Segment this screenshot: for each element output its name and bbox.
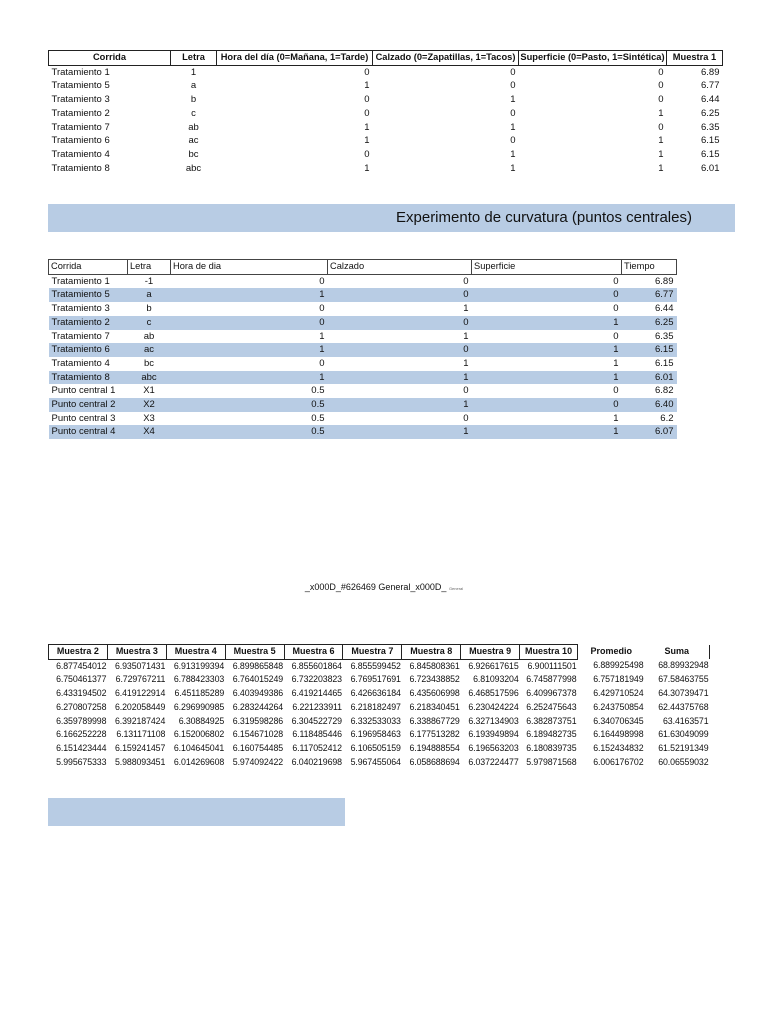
- table-row: [49, 756, 710, 770]
- column-header: Letra: [171, 51, 217, 66]
- table-cell: 6.131171108: [116, 729, 166, 740]
- table-cell: 6.15: [701, 135, 720, 147]
- table-cell: 6.889925498: [593, 660, 644, 671]
- table-cell: 6.15: [701, 148, 720, 160]
- table-cell: 60.06559032: [658, 756, 709, 767]
- table-cell: 1: [328, 398, 472, 412]
- table-cell: 6.104645041: [173, 742, 225, 753]
- table-cell: c: [128, 316, 171, 330]
- table-cell: 6.89: [622, 274, 677, 288]
- table-cell: -1: [128, 274, 171, 288]
- table-cell: 6.845808361: [409, 660, 460, 671]
- table-row: [49, 398, 677, 412]
- table-cell: 0: [472, 330, 622, 344]
- table-cell: 6.202058449: [115, 701, 166, 712]
- treatments-table: [48, 50, 723, 175]
- table-cell: 6.159241457: [115, 742, 166, 753]
- column-header: Muestra 2: [49, 645, 108, 660]
- footer-label-small: General: [448, 586, 464, 591]
- table-cell: 1: [328, 425, 472, 439]
- table-cell: 6.382873751: [526, 715, 577, 726]
- table-cell: 6.118485446: [292, 729, 342, 740]
- table-cell: 62.44375768: [658, 701, 709, 712]
- table-cell: 0: [510, 66, 516, 78]
- table-cell: 6.164498998: [593, 729, 644, 740]
- table-cell: 1: [510, 148, 516, 160]
- table-cell: X1: [128, 384, 171, 398]
- table-cell: 6.270807258: [56, 701, 107, 712]
- table-body: [49, 274, 677, 439]
- table-cell: ab: [188, 121, 199, 133]
- table-cell: 1: [472, 357, 622, 371]
- table-cell: Punto central 2: [49, 398, 128, 412]
- table-cell: 6.15: [622, 357, 677, 371]
- column-header: Muestra 10: [520, 645, 578, 660]
- table-cell: 6.25: [701, 107, 720, 119]
- table-cell: 67.58463755: [658, 674, 709, 685]
- table-cell: 6.218340451: [409, 701, 460, 712]
- table-cell: 1: [364, 162, 370, 174]
- table-body: [49, 659, 710, 769]
- table-cell: 1: [171, 371, 328, 385]
- table-cell: 0: [328, 384, 472, 398]
- table-cell: Tratamiento 4: [49, 357, 128, 371]
- column-header: Calzado: [328, 260, 472, 275]
- table-cell: 6.230424224: [468, 701, 519, 712]
- table-cell: 6.403949386: [232, 688, 284, 699]
- table-cell: 6.757181949: [593, 674, 644, 685]
- table-cell: 1: [472, 425, 622, 439]
- table-cell: 0: [510, 135, 516, 147]
- table-row: [49, 659, 710, 673]
- table-cell: 6.154671028: [232, 729, 284, 740]
- table-cell: 6.89: [701, 66, 720, 78]
- table-cell: 1: [658, 148, 664, 160]
- table-cell: 1: [510, 121, 516, 133]
- table-cell: Punto central 3: [49, 412, 128, 426]
- empty-banner: [48, 798, 345, 826]
- table-cell: 6.194888554: [409, 742, 460, 753]
- table-cell: 6.304522729: [291, 715, 342, 726]
- table-cell: 6.152434832: [593, 742, 644, 753]
- table-header-row: [49, 645, 710, 660]
- table-cell: 6.189482735: [526, 729, 577, 740]
- table-row: [49, 742, 710, 756]
- table-cell: 6.926617615: [468, 660, 519, 671]
- table-cell: 6.196563203: [468, 742, 519, 753]
- table-cell: 6.014269608: [173, 756, 225, 767]
- table-cell: 6.193949894: [468, 729, 519, 740]
- table-cell: 6.899865848: [232, 660, 284, 671]
- table-cell: 61.52191349: [658, 742, 709, 753]
- table-cell: 6.855601864: [291, 660, 342, 671]
- table-row: [49, 343, 677, 357]
- column-header: Hora del día (0=Mañana, 1=Tarde): [217, 51, 373, 66]
- table-cell: bc: [128, 357, 171, 371]
- table-body: [49, 65, 723, 175]
- table-cell: Tratamiento 4: [51, 148, 110, 160]
- table-cell: 6.435606998: [409, 688, 460, 699]
- column-header: Suma: [645, 645, 710, 660]
- table-row: [49, 288, 677, 302]
- table-cell: Tratamiento 7: [49, 330, 128, 344]
- table-cell: 6.07: [622, 425, 677, 439]
- table-cell: 0: [472, 384, 622, 398]
- table-cell: Tratamiento 1: [51, 66, 110, 78]
- table-cell: 6.01: [701, 162, 720, 174]
- curvature-table: [48, 259, 677, 439]
- table-cell: ac: [188, 135, 199, 147]
- table-row: [49, 79, 723, 93]
- table-cell: 1: [472, 371, 622, 385]
- table-cell: 0: [472, 302, 622, 316]
- table-cell: a: [128, 288, 171, 302]
- column-header: Corrida: [49, 260, 128, 275]
- table-cell: 6.283244264: [232, 701, 284, 712]
- table-row: [49, 357, 677, 371]
- table-cell: 6.058688694: [409, 756, 460, 767]
- table-cell: 6.81093204: [473, 674, 519, 685]
- table-cell: 6.732203823: [291, 674, 342, 685]
- table-cell: 6.750461377: [56, 674, 107, 685]
- table-cell: 6.319598286: [232, 715, 284, 726]
- table-cell: 1: [364, 121, 370, 133]
- table-cell: 6.252475643: [526, 701, 577, 712]
- table-cell: 6.900111501: [527, 660, 577, 671]
- table-cell: 6.723438852: [409, 674, 460, 685]
- table-cell: 1: [658, 135, 664, 147]
- column-header: Superficie (0=Pasto, 1=Sintética): [519, 51, 667, 66]
- table-cell: 6.160754485: [232, 742, 284, 753]
- table-cell: 1: [472, 316, 622, 330]
- table-cell: 6.152006802: [173, 729, 225, 740]
- table-cell: 0: [472, 288, 622, 302]
- table-cell: Tratamiento 2: [49, 316, 128, 330]
- table-cell: 6.409967378: [526, 688, 577, 699]
- table-cell: 1: [658, 107, 664, 119]
- table-cell: 6.117052412: [292, 742, 342, 753]
- column-header: Promedio: [590, 646, 632, 656]
- table-row: [49, 274, 677, 288]
- table-cell: Tratamiento 3: [49, 302, 128, 316]
- table-cell: 1: [510, 94, 516, 106]
- table-cell: 0: [328, 343, 472, 357]
- table-cell: 6.913199394: [173, 660, 225, 671]
- table-cell: 0: [171, 302, 328, 316]
- table-cell: Tratamiento 3: [51, 94, 110, 106]
- footer-label: [0, 582, 768, 592]
- table-header-row: [49, 51, 723, 66]
- table-cell: 0: [328, 288, 472, 302]
- table-cell: 6.25: [622, 316, 677, 330]
- table-cell: 6.359789998: [56, 715, 107, 726]
- table-cell: 6.35: [701, 121, 720, 133]
- table-cell: 6.243750854: [593, 701, 644, 712]
- table-cell: 6.426636184: [350, 688, 401, 699]
- table-cell: 6.419122914: [115, 688, 166, 699]
- table-row: [49, 371, 677, 385]
- table-cell: 6.764015249: [232, 674, 284, 685]
- column-header: Muestra 4: [166, 645, 225, 660]
- table-cell: 6.77: [701, 80, 720, 92]
- table-cell: 6.15: [622, 343, 677, 357]
- table-cell: 6.177513282: [409, 729, 460, 740]
- table-cell: 6.01: [622, 371, 677, 385]
- footer-label-main: _x000D_#626469 General_x000D_: [304, 582, 447, 592]
- table-row: [49, 384, 677, 398]
- table-cell: 5.988093451: [115, 756, 166, 767]
- table-cell: 6.006176702: [593, 756, 644, 767]
- table-cell: 1: [328, 302, 472, 316]
- table-cell: 0: [171, 274, 328, 288]
- table-cell: 0: [328, 316, 472, 330]
- table-cell: 1: [658, 162, 664, 174]
- table-cell: 6.166252228: [56, 729, 107, 740]
- table-cell: 0: [171, 316, 328, 330]
- table-cell: 6.392187424: [115, 715, 166, 726]
- table-cell: 0: [658, 121, 664, 133]
- table-cell: 6.877454012: [56, 660, 107, 671]
- table-cell: 6.218182497: [350, 701, 401, 712]
- table-cell: 1: [171, 288, 328, 302]
- table-cell: 6.221233911: [292, 701, 342, 712]
- table-cell: 5.979871568: [526, 756, 577, 767]
- table-cell: 5.967455064: [350, 756, 401, 767]
- table-cell: 1: [328, 330, 472, 344]
- table-cell: Tratamiento 5: [51, 80, 110, 92]
- table-cell: 0: [328, 412, 472, 426]
- table-cell: 64.30739471: [658, 688, 709, 699]
- table-cell: 1: [472, 412, 622, 426]
- table-row: [49, 65, 723, 79]
- table-cell: 0: [472, 274, 622, 288]
- table-cell: 0.5: [171, 398, 328, 412]
- table-cell: 6.30884925: [178, 715, 225, 726]
- table-row: [49, 107, 723, 121]
- table-cell: ab: [128, 330, 171, 344]
- table-cell: 6.44: [701, 94, 720, 106]
- table-cell: 6.340706345: [593, 715, 644, 726]
- column-header: Calzado (0=Zapatillas, 1=Tacos): [373, 51, 519, 66]
- table-cell: b: [128, 302, 171, 316]
- table-cell: 1: [190, 66, 197, 78]
- table-cell: 0: [510, 80, 516, 92]
- table-cell: 0.5: [171, 425, 328, 439]
- table-cell: a: [190, 80, 197, 92]
- table-cell: 6.745877998: [526, 674, 577, 685]
- table-row: [49, 425, 677, 439]
- table-row: [49, 121, 723, 135]
- table-cell: 6.35: [622, 330, 677, 344]
- table-cell: 6.729767211: [115, 674, 166, 685]
- table-cell: 6.429710524: [593, 688, 644, 699]
- column-header: Corrida: [49, 51, 171, 66]
- table-cell: 6.180839735: [526, 742, 577, 753]
- table-cell: 0: [472, 398, 622, 412]
- column-header: Muestra 7: [343, 645, 402, 660]
- table-cell: 0: [364, 148, 370, 160]
- table-cell: 6.151423444: [56, 742, 107, 753]
- samples-table: [48, 644, 710, 769]
- table-cell: 1: [364, 135, 370, 147]
- table-cell: Punto central 4: [49, 425, 128, 439]
- table-row: [49, 701, 710, 715]
- table-row: [49, 412, 677, 426]
- table-cell: Punto central 1: [49, 384, 128, 398]
- table-cell: Tratamiento 7: [51, 121, 110, 133]
- column-header: Muestra 9: [461, 645, 520, 660]
- table-header-row: [49, 260, 677, 275]
- table-cell: 5.974092422: [232, 756, 284, 767]
- table-row: [49, 162, 723, 176]
- table-cell: 1: [364, 80, 370, 92]
- table-cell: 6.332533033: [350, 715, 401, 726]
- table-cell: abc: [128, 371, 171, 385]
- table-row: [49, 330, 677, 344]
- table-row: [49, 302, 677, 316]
- table-cell: 6.338867729: [409, 715, 460, 726]
- table-cell: 6.82: [622, 384, 677, 398]
- table-cell: 1: [171, 330, 328, 344]
- table-cell: abc: [185, 162, 202, 174]
- column-header: Muestra 8: [402, 645, 461, 660]
- column-header: Superficie: [472, 260, 622, 275]
- table-cell: Tratamiento 8: [51, 162, 110, 174]
- table-cell: 61.63049099: [658, 729, 709, 740]
- table-row: [49, 673, 710, 687]
- table-cell: Tratamiento 6: [51, 135, 110, 147]
- table-cell: Tratamiento 2: [51, 107, 110, 119]
- table-cell: 6.40: [622, 398, 677, 412]
- table-cell: 6.769517691: [350, 674, 401, 685]
- table-cell: 6.419214465: [291, 688, 342, 699]
- table-cell: 6.106505159: [350, 742, 401, 753]
- table-cell: 6.040219698: [291, 756, 342, 767]
- table-cell: 6.327134903: [468, 715, 519, 726]
- column-header: Tiempo: [622, 260, 677, 275]
- table-row: [49, 687, 710, 701]
- table-cell: ac: [128, 343, 171, 357]
- table-cell: Tratamiento 1: [49, 274, 128, 288]
- table-cell: 6.77: [622, 288, 677, 302]
- table-cell: 1: [510, 162, 516, 174]
- table-cell: 1: [171, 343, 328, 357]
- column-header: Hora de dia: [171, 260, 328, 275]
- table-cell: Tratamiento 6: [49, 343, 128, 357]
- table-cell: 6.296990985: [173, 701, 225, 712]
- table-row: [49, 148, 723, 162]
- table-cell: 0: [658, 94, 664, 106]
- table-cell: 6.433194502: [56, 688, 107, 699]
- table-cell: 6.935071431: [115, 660, 166, 671]
- table-cell: Tratamiento 8: [49, 371, 128, 385]
- table-cell: 0: [364, 107, 370, 119]
- section-title: Experimento de curvatura (puntos centrales): [396, 209, 692, 226]
- column-header: Muestra 3: [107, 645, 166, 660]
- table-cell: 6.468517596: [468, 688, 519, 699]
- table-cell: 6.037224477: [468, 756, 519, 767]
- table-cell: 6.451185289: [174, 688, 225, 699]
- table-cell: 5.995675333: [56, 756, 107, 767]
- table-cell: 0: [364, 66, 370, 78]
- table-row: [49, 316, 677, 330]
- table-cell: X2: [128, 398, 171, 412]
- table-cell: 0: [658, 66, 664, 78]
- table-cell: 6.196958463: [350, 729, 401, 740]
- column-header: Muestra 1: [667, 51, 723, 66]
- table-cell: 0.5: [171, 412, 328, 426]
- table-cell: 1: [328, 371, 472, 385]
- table-row: [49, 134, 723, 148]
- table-cell: 0: [328, 274, 472, 288]
- column-header: Muestra 5: [225, 645, 284, 660]
- column-header: Muestra 6: [284, 645, 343, 660]
- table-cell: 6.855599452: [350, 660, 401, 671]
- table-cell: 6.788423303: [173, 674, 225, 685]
- table-row: [49, 728, 710, 742]
- column-header: Letra: [128, 260, 171, 275]
- table-cell: b: [190, 94, 197, 106]
- table-cell: 63.4163571: [663, 715, 709, 726]
- table-cell: X4: [128, 425, 171, 439]
- table-cell: 0: [171, 357, 328, 371]
- table-cell: 1: [472, 343, 622, 357]
- table-cell: 6.44: [622, 302, 677, 316]
- table-cell: bc: [188, 148, 199, 160]
- table-row: [49, 93, 723, 107]
- table-cell: 68.89932948: [658, 660, 709, 671]
- table-cell: 0: [510, 107, 516, 119]
- table-cell: 1: [328, 357, 472, 371]
- table-row: [49, 715, 710, 729]
- table-cell: 0: [364, 94, 370, 106]
- section-banner: [48, 204, 735, 232]
- table-cell: 0: [658, 80, 664, 92]
- table-cell: Tratamiento 5: [49, 288, 128, 302]
- table-cell: X3: [128, 412, 171, 426]
- table-cell: c: [191, 107, 196, 119]
- table-cell: 6.2: [622, 412, 677, 426]
- table-cell: 0.5: [171, 384, 328, 398]
